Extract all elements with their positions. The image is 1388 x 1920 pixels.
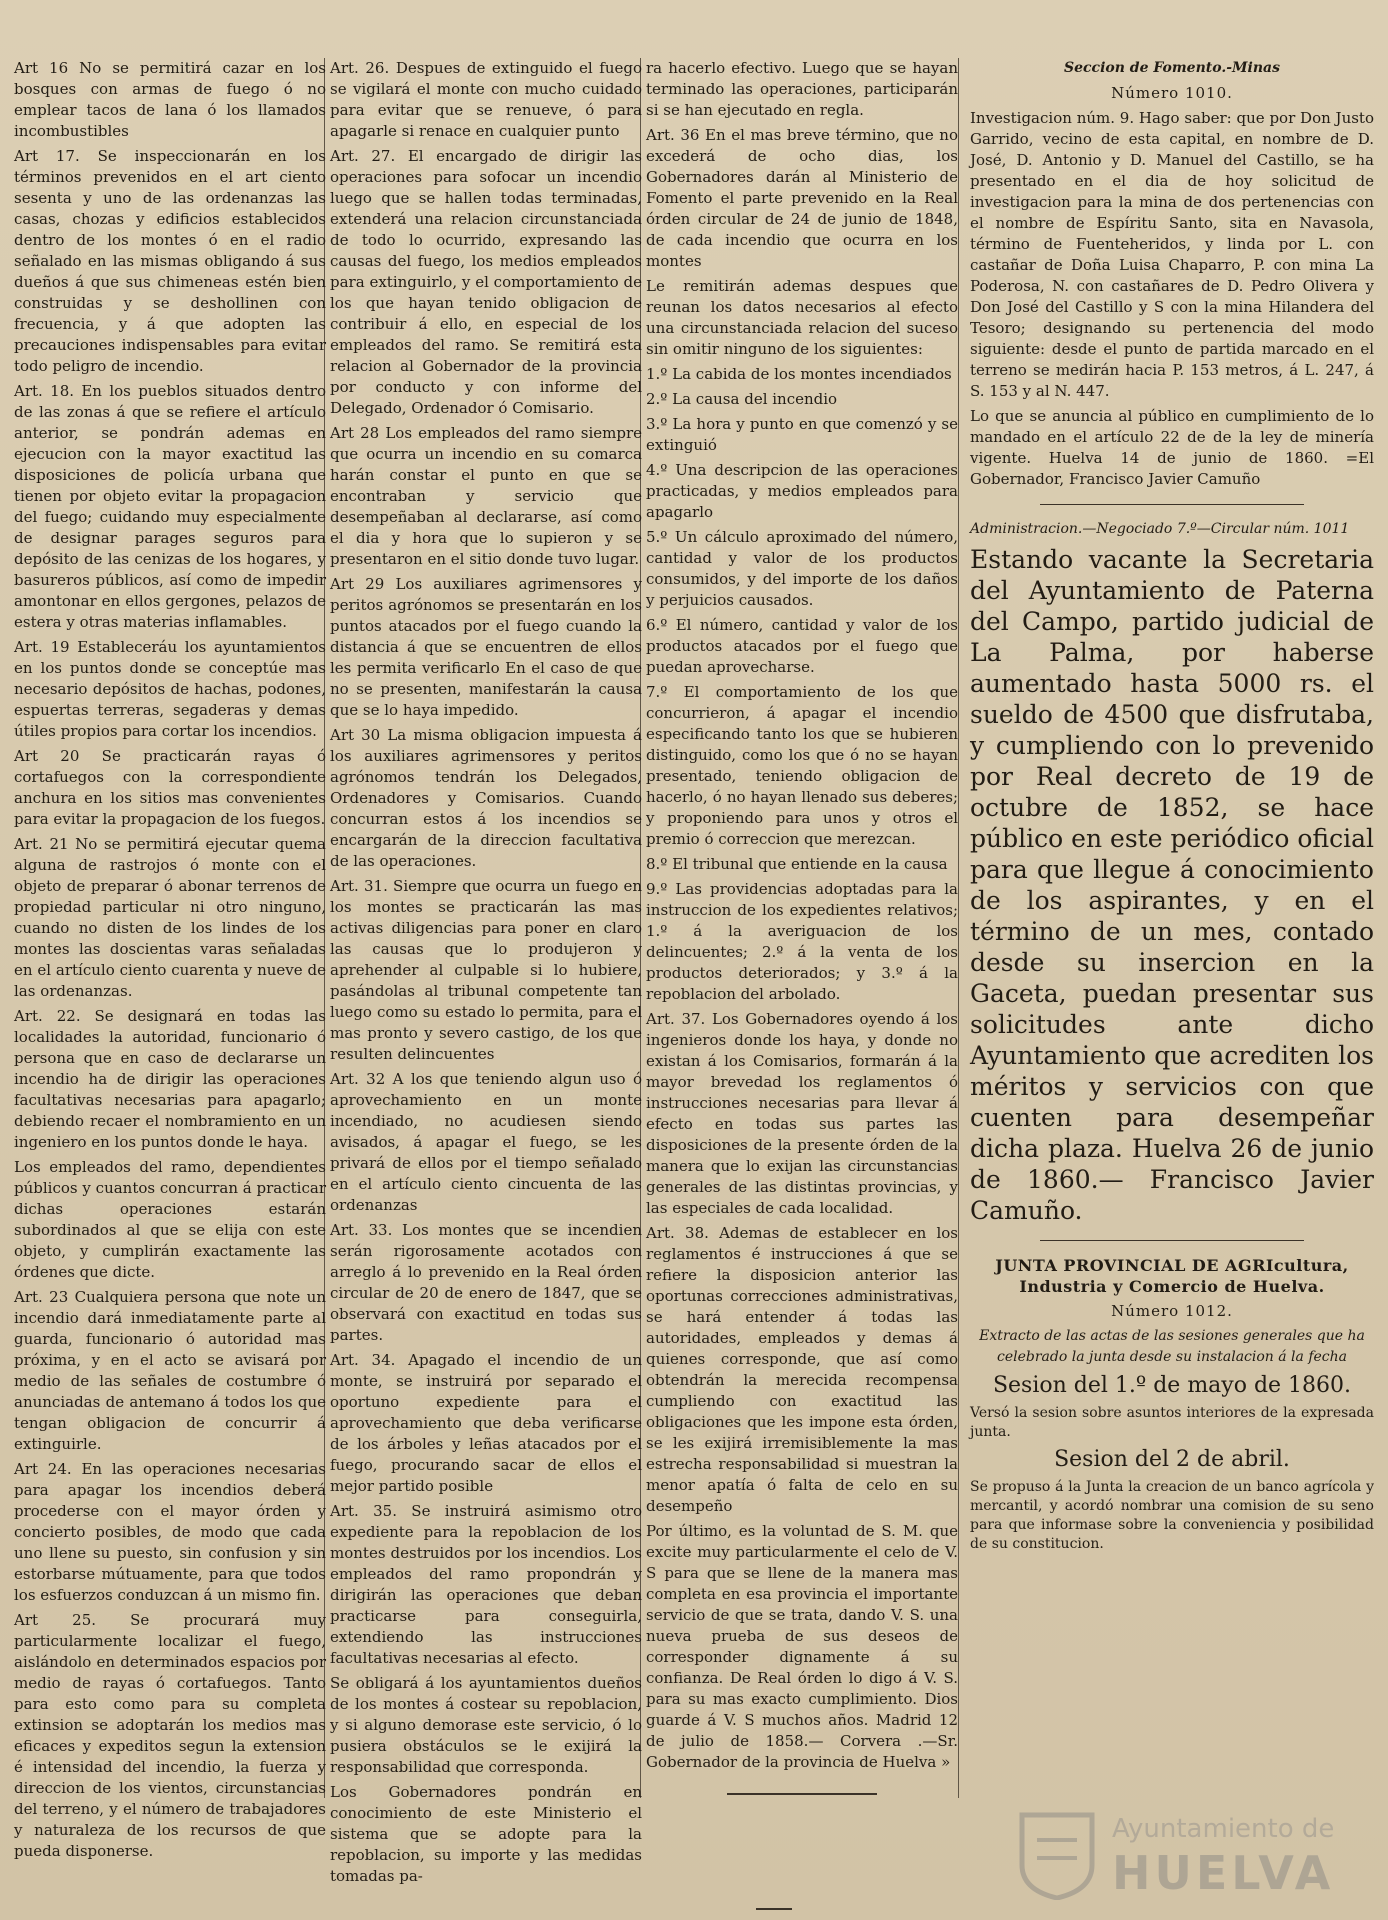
list-item: 7.º El comportamiento de los que concurrieron, á apagar el incendio especificando tanto los que se hubieren distinguido, como los que ó no se hayan presentado, teniendo obligacion de hacerlo, ó no hayan llenado sus deberes; y proponiendo para unos y otros el premio ó correccion que merezcan. xyxy=(646,683,958,848)
article-paragraph: Los Gobernadores pondrán en conocimiento de este Ministerio el sistema que se adopte para la repoblacion, su importe y las medidas tomadas pa- xyxy=(330,1783,642,1885)
notice-number: Número 1012. xyxy=(1111,1302,1233,1320)
article-paragraph: Art 20 Se practicarán rayas ó cortafuegos con la correspondiente anchura en los sitios mas convenientes para evitar la propagacion de los fuegos. xyxy=(14,747,326,828)
crest-icon xyxy=(1012,1810,1102,1900)
session-heading: Sesion del 2 de abril. xyxy=(1054,1447,1290,1472)
article-paragraph: Art. 38. Ademas de establecer en los reglamentos é instrucciones á que se refiere la disposicion anterior las oportunas correcciones administrativas, se hará entender á todas las autoridades, empleados y demas á quienes corresponde, que así como obtendrán la merecida recompensa cumpliendo con exactitud las obligaciones que les impone esta órden, se les exijirá irremisiblemente la mas estrecha responsabilidad si muestran la menor apatía ó falta de celo en su desempeño xyxy=(646,1224,958,1515)
list-item: 3.º La hora y punto en que comenzó y se extinguió xyxy=(646,415,958,454)
article-paragraph: Art. 35. Se instruirá asimismo otro expediente para la repoblacion de los montes destruidos por los incendios. Los empleados del ramo propondrán y dirigirán las operaciones que deban practicarse para conseguirla, extendiendo las instrucciones facultativas necesarias al efecto. xyxy=(330,1502,642,1667)
watermark-text: Ayuntamiento de xyxy=(1112,1814,1335,1844)
article-paragraph: Art 24. En las operaciones necesarias para apagar los incendios deberá procederse con el mayor órden y concierto posibles, de modo que cada uno llene su puesto, sin confusion y sin estorbarse mútuamente, para que todos los esfuerzos conduzcan á un mismo fin. xyxy=(14,1460,326,1604)
list-item: 9.º Las providencias adoptadas para la instruccion de los expedientes relativos; 1.º á la averiguacion de los delincuentes; 2.º á la venta de los productos deteriorados; y 3.º á la repoblacion del arbolado. xyxy=(646,880,958,1003)
article-paragraph: Art. 32 A los que teniendo algun uso ó aprovechamiento en un monte incendiado, no acudiesen siendo avisados, á apagar el fuego, se les privará de ellos por el tiempo señalado en el artículo ciento cincuenta de las ordenanzas xyxy=(330,1070,642,1214)
article-paragraph: Art 28 Los empleados del ramo siempre que ocurra un incendio en su comarca harán constar el punto en que se encontraban y servicio que desempeñaban al declararse, así como el dia y hora que lo supieron y se presentaron en el sitio donde tuvo lugar. xyxy=(330,424,642,568)
article-paragraph: Art. 33. Los montes que se incendien serán rigorosamente acotados con arreglo á lo prevenido en la Real órden circular de 20 de enero de 1847, que se observará con exactitud en todas sus partes. xyxy=(330,1221,642,1344)
article-paragraph: Art. 37. Los Gobernadores oyendo á los ingenieros donde los haya, y donde no existan á los Comisarios, formarán á la mayor brevedad los reglamentos ó instrucciones necesarias para llevar á efecto en todas sus partes las disposiciones de la presente órden de la manera que lo exijan las circunstancias generales de las distintas provincias, y las especiales de cada localidad. xyxy=(646,1010,958,1217)
article-paragraph: Los empleados del ramo, dependientes públicos y cuantos concurran á practicar dichas operaciones estarán subordinados al que se elija con este objeto, y cumplirán exactamente las órdenes que dicte. xyxy=(14,1158,326,1281)
article-paragraph: Art 29 Los auxiliares agrimensores y peritos agrónomos se presentarán en los puntos atacados por el fuego cuando la distancia á que se encuentren de ellos les permita verificarlo En el caso de que no se presenten, manifestarán la causa que se lo haya impedido. xyxy=(330,575,642,719)
session-text: Se propuso á la Junta la creacion de un banco agrícola y mercantil, y acordó nombrar una comision de su seno para que informase sobre la conveniencia y posibilidad de su constitucion. xyxy=(970,1479,1374,1552)
article-paragraph: Art. 31. Siempre que ocurra un fuego en los montes se practicarán las mas activas diligencias para poner en claro las causas que lo produjeron y aprehender al culpable si lo hubiere, pasándolas al tribunal competente tan luego como su estado lo permita, para el mas pronto y severo castigo, de los que resulten delincuentes xyxy=(330,877,642,1063)
mining-notice-closing: Lo que se anuncia al público en cumplimiento de lo mandado en el artículo 22 de de la ley de minería vigente. Huelva 14 de junio de 1860. =El Gobernador, Francisco Javier Camuño xyxy=(970,407,1374,488)
list-item: 2.º La causa del incendio xyxy=(646,390,838,408)
article-paragraph: Art 16 No se permitirá cazar en los bosques con armas de fuego ó no emplear tacos de lana ó los llamados incombustibles xyxy=(14,59,326,140)
article-paragraph: ra hacerlo efectivo. Luego que se hayan terminado las operaciones, participarán si se han ejecutado en regla. xyxy=(646,59,958,119)
section-title: Seccion de Fomento.-Minas xyxy=(1064,60,1280,76)
article-paragraph: Por último, es la voluntad de S. M. que excite muy particularmente el celo de V. S para que se llene de la manera mas completa en esa provincia el importante servicio de que se trata, dando V. S. una nueva prueba de sus deseos de corresponder dignamente á su confianza. De Real órden lo digo á V. S. para su mas exacto cumplimiento. Dios guarde á V. S muchos años. Madrid 12 de julio de 1858.— Corvera .—Sr. Gobernador de la provincia de Huelva » xyxy=(646,1522,958,1771)
article-paragraph: Art. 27. El encargado de dirigir las operaciones para sofocar un incendio luego que se hallen todas terminadas, extenderá una relacion circunstanciada de todo lo ocurrido, expresando las causas del fuego, los medios empleados para extinguirlo, y el comportamiento de los que hayan tenido obligacion de contribuir á ello, en especial de los empleados del ramo. Se remitirá esta relacion al Gobernador de la provincia por conducto y con informe del Delegado, Ordenador ó Comisario. xyxy=(330,147,642,417)
mining-notice: Investigacion núm. 9. Hago saber: que por Don Justo Garrido, vecino de esta capital, en nombre de D. José, D. Antonio y D. Manuel del Castillo, se ha presentado en el dia de hoy solicitud de investigacion para la mina de dos pertenencias con el nombre de Espíritu Santo, sita en Navasola, término de Fuenteheridos, y linda por L. con castañar de Doña Luisa Chaparro, P. con mina La Poderosa, N. con castañares de D. Pedro Olivera y Don José del Castillo y S con la mina Hilandera del Tesoro; designando su pertenencia del modo siguiente: desde el punto de partida marcado en el terreno se medirán hacia P. 153 metros, á L. 247, á S. 153 y al N. 447. xyxy=(970,109,1374,400)
divider xyxy=(1040,504,1304,505)
list-item: 6.º El número, cantidad y valor de los productos atacados por el fuego que puedan aprovecharse. xyxy=(646,616,958,676)
article-paragraph: Art 17. Se inspeccionarán en los términos prevenidos en el art ciento sesenta y uno de las ordenanzas las casas, chozas y edificios establecidos dentro de los montes ó en el radio señalado en las mismas obligando á sus dueños á que sus chimeneas estén bien construidas y se deshollinen con frecuencia, y á que adopten las precauciones indispensables para evitar todo peligro de incendio. xyxy=(14,147,326,375)
list-item: 5.º Un cálculo aproximado del número, cantidad y valor de los productos consumidos, y del importe de los daños y perjuicios causados. xyxy=(646,528,958,609)
admin-heading: Administracion.—Negociado 7.º—Circular núm. 1011 xyxy=(970,521,1350,537)
list-item: 1.º La cabida de los montes incendiados xyxy=(646,365,952,383)
extract-heading: Extracto de las actas de las sesiones generales que ha celebrado la junta desde su instalacion á la fecha xyxy=(979,1328,1365,1365)
junta-title: JUNTA PROVINCIAL DE AGRIcultura, Industria y Comercio de Huelva. xyxy=(995,1256,1349,1296)
column-2 xyxy=(330,58,642,1891)
article-paragraph: Art. 36 En el mas breve término, que no excederá de ocho dias, los Gobernadores darán al Ministerio de Fomento el parte prevenido en la Real órden circular de 24 de junio de 1848, de cada incendio que ocurra en los montes xyxy=(646,126,958,270)
article-paragraph: Art. 22. Se designará en todas las localidades la autoridad, funcionario ó persona que en caso de declararse un incendio ha de dirigir las operaciones facultativas necesarias para apagarlo; debiendo recaer el nombramiento en un ingeniero en los puntos donde le haya. xyxy=(14,1007,326,1151)
column-rule xyxy=(958,58,959,1798)
article-paragraph: Art. 26. Despues de extinguido el fuego se vigilará el monte con mucho cuidado para evitar que se renueve, ó para apagarle si renace en cualquier punto xyxy=(330,59,642,140)
watermark-logo xyxy=(1012,1810,1372,1910)
article-paragraph: Art. 34. Apagado el incendio de un monte, se instruirá por separado el oportuno expediente para el aprovechamiento que deba verificarse de los árboles y leñas atacados por el fuego, procurando sacar de ellos el mejor partido posible xyxy=(330,1351,642,1495)
article-paragraph: Art. 21 No se permitirá ejecutar quema alguna de rastrojos ó monte con el objeto de preparar ó abonar terrenos de propiedad particular ni otro ninguno, cuando no disten de los lindes de los montes las doscientas varas señaladas en el artículo ciento cuarenta y nueve de las ordenanzas. xyxy=(14,835,326,1000)
notice-number: Número 1010. xyxy=(1111,84,1233,102)
article-paragraph: Le remitirán ademas despues que reunan los datos necesarios al efecto una circunstanciada relacion del suceso sin omitir ninguno de los siguientes: xyxy=(646,277,958,358)
admin-notice: Estando vacante la Secretaria del Ayuntamiento de Paterna del Campo, partido judicial de La Palma, por haberse aumentado hasta 5000 rs. el sueldo de 4500 que disfrutaba, y cumpliendo con lo prevenido por Real decreto de 19 de octubre de 1852, se hace público en este periódico oficial para que llegue á conocimiento de los aspirantes, y en el término de un mes, contado desde su insercion en la Gaceta, puedan presentar sus solicitudes ante dicho Ayuntamiento que acrediten los méritos y servicios con que cuenten para desempeñar dicha plaza. Huelva 26 de junio de 1860.— Francisco Javier Camuño. xyxy=(970,545,1374,1225)
article-paragraph: Art. 18. En los pueblos situados dentro de las zonas á que se refiere el artículo anterior, se pondrán ademas en ejecucion con la mayor exactitud las disposiciones de policía urbana que tienen por objeto evitar la propagacion del fuego; cuidando muy especialmente de designar parages seguros para depósito de las cenizas de los hogares, y basureros públicos, así como de impedir amontonar en ellos gergones, pelazos de estera y otras materias inflamables. xyxy=(14,382,326,631)
article-paragraph: Art. 19 Estableceráu los ayuntamientos en los puntos donde se conceptúe mas necesario depósitos de hachas, podones, espuertas terreras, segaderas y demas útiles propios para cortar los incendios. xyxy=(14,638,326,740)
session-text: Versó la sesion sobre asuntos interiores de la expresada junta. xyxy=(970,1405,1374,1440)
column-1 xyxy=(14,58,326,1866)
article-paragraph: Art 30 La misma obligacion impuesta á los auxiliares agrimensores y peritos agrónomos tendrán los Delegados, Ordenadores y Comisarios. Cuando concurran estos á los incendios se encargarán de la direccion facultativa de las operaciones. xyxy=(330,726,642,870)
divider xyxy=(1040,1240,1304,1241)
column-4 xyxy=(970,58,1374,1558)
article-paragraph: Art. 23 Cualquiera persona que note un incendio dará inmediatamente parte al guarda, funcionario ó autoridad mas próxima, y en el acto se avisará por medio de las señales de costumbre ó anunciadas de antemano á todos los que tengan obligacion de concurrir á extinguirle. xyxy=(14,1288,326,1453)
watermark-text: HUELVA xyxy=(1112,1846,1335,1900)
session-heading: Sesion del 1.º de mayo de 1860. xyxy=(992,1373,1352,1398)
article-paragraph: Se obligará á los ayuntamientos dueños de los montes á costear su repoblacion, y si alguno demorase este servicio, ó lo pusiera obstáculos se le exijirá la responsabilidad que corresponda. xyxy=(330,1674,642,1776)
divider xyxy=(756,1908,792,1910)
list-item: 8.º El tribunal que entiende en la causa xyxy=(646,855,948,873)
list-item: 4.º Una descripcion de las operaciones practicadas, y medios empleados para apagarlo xyxy=(646,461,958,521)
divider xyxy=(727,1793,877,1795)
column-3 xyxy=(646,58,958,1815)
article-paragraph: Art 25. Se procurará muy particularmente localizar el fuego, aislándolo en determinados espacios por medio de rayas ó cortafuegos. Tanto para esto como para su completa extinsion se adoptarán los medios mas eficaces y expeditos segun la extension é intensidad del incendio, la fuerza y direccion de los vientos, circunstancias del terreno, y el número de trabajadores y naturaleza de los recursos de que pueda disponerse. xyxy=(14,1611,326,1860)
